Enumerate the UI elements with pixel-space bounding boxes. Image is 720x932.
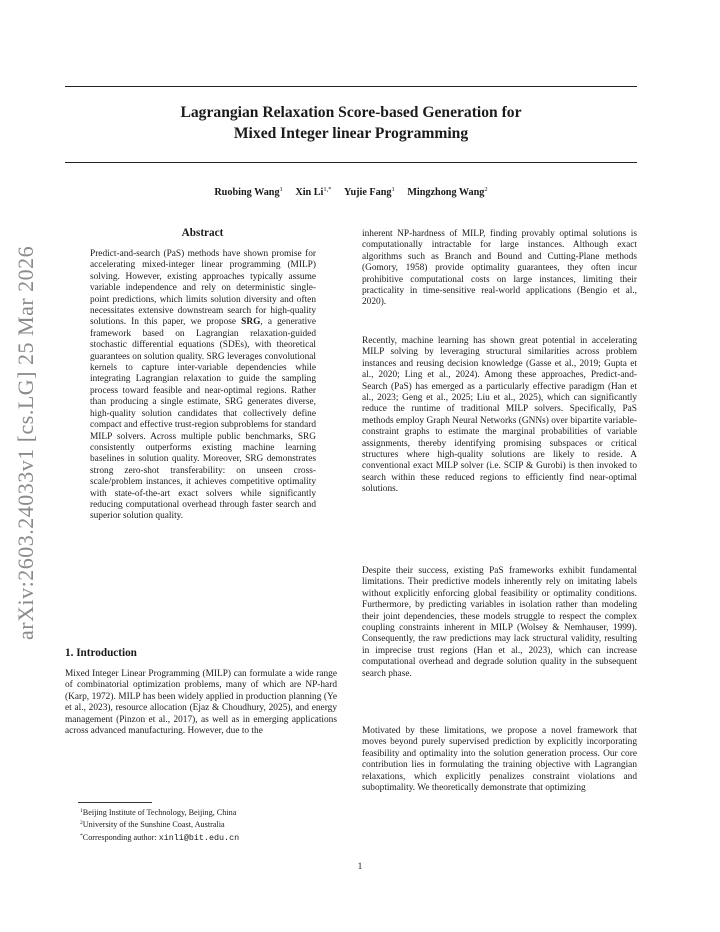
footnote-affiliation-2 (80, 818, 239, 830)
author-name: Mingzhong Wang (407, 187, 485, 198)
abstract-text-end: , a generative framework based on Lagrangian relaxation-guided stochastic differential equations (SDEs), with theoretical guarantees on solution quality. SRG leverages convolutional kernels to capture inter-variable dependencies while integrating Lagrangian relaxation to guide the sampling process toward feasible and near-optimal regions. Rather than producing a single estimate, SRG generates diverse, high-quality solution candidates that collectively define compact and effective trust-region subproblems for standard MILP solvers. Across multiple public benchmarks, SRG consistently outperforms existing machine learning baselines in solution quality. Moreover, SRG demonstrates strong zero-shot transferability: on unseen cross-scale/problem instances, it achieves competitive optimality with state-of-the-art exact solvers while significantly reducing computational overhead through faster search and superior solution quality. (90, 317, 316, 522)
footnote-mark: 1 (80, 808, 83, 814)
author (295, 187, 331, 198)
title-top-rule (65, 86, 637, 87)
author-affiliation-mark: 1,* (323, 186, 332, 193)
arxiv-identifier-stamp: arXiv:2603.24033v1 [cs.LG] 25 Mar 2026 (13, 245, 38, 640)
introduction-paragraph: Mixed Integer Linear Programming (MILP) can formulate a wide range of combinatorial optimization problems, many of which are NP-hard (Karp, 1972). MILP has been widely applied in production planning (Ye et al., 2023), resource allocation (Ejaz & Choudhury, 2025), and energy management (Pinzon et al., 2017), as well as in emerging applications across advanced manufacturing. However, due to the (65, 669, 337, 737)
author-list (65, 186, 637, 198)
abstract-text-start: Predict-and-search (PaS) methods have shown promise for accelerating mixed-integer linear programming (MILP) solving. However, existing approaches typically assume variable independence and rely on deterministic single-point predictions, which limits solution diversity and often necessitates extensive downstream search for high-quality solutions. In this paper, we propose (90, 249, 316, 328)
title-line-2: Mixed Integer linear Programming (233, 125, 469, 142)
footnote-separator (78, 802, 152, 803)
author-name: Xin Li (295, 187, 324, 198)
author-email: xinli@bit.edu.cn (158, 832, 240, 843)
right-column-paragraph: inherent NP-hardness of MILP, finding provably optimal solutions is computationally intractable for large instances. Although exact algorithms such as Branch and Bound and Cutting-Plane methods (Gomory, 1958) provide optimality guarantees, they often incur prohibitive computational costs on large instances, limiting their practicality in time-sensitive real-world applications (Bengio et al., 2020). (362, 229, 637, 308)
title-line-1: Lagrangian Relaxation Score-based Generation for (180, 104, 522, 121)
footnote-affiliation-1 (80, 806, 239, 818)
introduction-body (65, 669, 337, 737)
footnote-text: Beijing Institute of Technology, Beijing, China (82, 808, 237, 817)
footnotes (80, 806, 239, 843)
right-column-paragraph: Despite their success, existing PaS frameworks exhibit fundamental limitations. Their predictive models inherently rely on imitating labels without explicitly enforcing global feasibility or optimality conditions. Furthermore, by predicting variables in isolation rather than modeling their joint dependencies, these models struggle to respect the complex coupling constraints inherent in MILP (Wolsey & Nemhauser, 1999). Consequently, the raw predictions may lack structural validity, resulting in imprecise trust regions (Han et al., 2023), which can increase computational overhead and degrade solution quality in the subsequent search phase. (362, 566, 637, 679)
abstract-body (90, 249, 316, 523)
footnote-text: Corresponding author: (82, 832, 159, 842)
author-name: Ruobing Wang (214, 187, 280, 198)
paper-title (65, 102, 637, 144)
footnote-corresponding-author (80, 831, 239, 843)
right-column-paragraph: Motivated by these limitations, we propose a novel framework that moves beyond purely supervised prediction by explicitly incorporating feasibility and optimality into the solution generation process. Our core contribution lies in formulating the training objective with Lagrangian relaxations, which explicitly penalizes constraint violations and suboptimality. We theoretically demonstrate that optimizing (362, 726, 637, 794)
method-name-highlight: SRG (241, 317, 261, 328)
author-affiliation-mark: 2 (484, 186, 488, 193)
page-number: 1 (357, 862, 363, 872)
right-column-paragraph: Recently, machine learning has shown great potential in accelerating MILP solving by leveraging structural similarities across problem instances and reusing decision knowledge (Gasse et al., 2019; Gupta et al., 2020; Ling et al., 2024). Among these approaches, Predict-and-Search (PaS) has emerged as a particularly effective paradigm (Han et al., 2023; Geng et al., 2025; Liu et al., 2025), which can significantly reduce the runtime of traditional MILP solvers. Specifically, PaS methods employ Graph Neural Networks (GNNs) over bipartite variable-constraint graphs to estimate the marginal probabilities of variable assignments, thereby identifying promising subspaces or critical structures where high-quality solutions are likely to reside. A conventional exact MILP solver (i.e. SCIP & Gurobi) is then invoked to search within these reduced regions to efficiently find near-optimal solutions. (362, 336, 637, 495)
section-heading-introduction: 1. Introduction (65, 647, 137, 659)
title-bottom-rule (65, 162, 637, 163)
author-affiliation-mark: 1 (279, 186, 283, 193)
author (407, 187, 487, 198)
author (344, 187, 395, 198)
author (214, 187, 282, 198)
footnote-text: University of the Sunshine Coast, Australia (82, 820, 225, 830)
abstract-heading: Abstract (181, 227, 224, 239)
author-affiliation-mark: 1 (391, 186, 395, 193)
footnote-mark: * (80, 832, 83, 839)
footnote-mark: 2 (80, 820, 83, 827)
abstract-paragraph (90, 249, 316, 523)
author-name: Yujie Fang (344, 187, 392, 198)
